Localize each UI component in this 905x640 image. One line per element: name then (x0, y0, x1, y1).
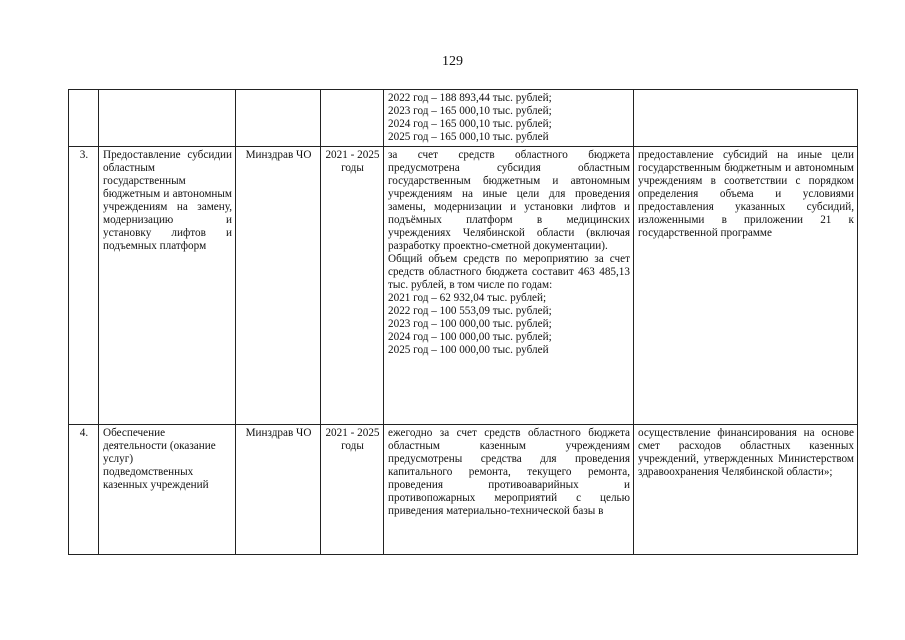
cell-number (69, 90, 99, 147)
event-name-line: деятельности (оказание (103, 440, 216, 452)
event-name-line: услуг) (103, 453, 134, 465)
table-row (69, 147, 858, 425)
funding-paragraph: Общий объем средств по мероприятию за счет средств областного бюджета составит 463 485,13 тыс. рублей, в том числе по годам: (388, 253, 630, 291)
funding-year-line: 2024 год – 100 000,00 тыс. рублей; (388, 331, 552, 343)
program-events-table (68, 89, 858, 555)
event-name-line: подведомственных (103, 466, 194, 478)
funding-year-line: 2025 год – 165 000,10 тыс. рублей (388, 131, 549, 143)
executor: Минздрав ЧО (236, 147, 321, 425)
mechanism-description: предоставление субсидий на иные цели государственным бюджетным и автономным учреждениям в соответствии с порядком определения объема и условиями предоставления указанных субсидий, изложенными в приложении 21 к государственной программе (634, 147, 858, 425)
event-name (99, 425, 236, 555)
cell-event (99, 90, 236, 147)
mechanism-description: осуществление финансирования на основе смет расходов областных казенных учреждений, утвержденных Министерством здравоохранения Челябинской области»; (634, 425, 858, 555)
executor: Минздрав ЧО (236, 425, 321, 555)
period: 2021 - 2025 годы (321, 147, 384, 425)
period: 2021 - 2025 годы (321, 425, 384, 555)
cell-mechanism (634, 90, 858, 147)
event-name-line: Обеспечение (103, 427, 166, 439)
funding-year-line: 2025 год – 100 000,00 тыс. рублей (388, 344, 549, 356)
funding-year-line: 2022 год – 100 553,09 тыс. рублей; (388, 305, 552, 317)
funding-year-line: 2024 год – 165 000,10 тыс. рублей; (388, 118, 552, 130)
funding-description (384, 147, 634, 425)
funding-year-line: 2022 год – 188 893,44 тыс. рублей; (388, 92, 552, 104)
funding-year-line: 2023 год – 100 000,00 тыс. рублей; (388, 318, 552, 330)
event-name-line: казенных учреждений (103, 479, 209, 491)
funding-description: ежегодно за счет средств областного бюджета областным казенным учреждениям предусмотрены средства для проведения капитального ремонта, текущего ремонта, проведения противоаварийных и противопожарных мероприятий с целью приведения материально-технической базы в (384, 425, 634, 555)
funding-paragraph: за счет средств областного бюджета предусмотрена субсидия областным государственным бюджетным и автономным учреждениям на иные цели для проведения замены, модернизации и установки лифтов и подъёмных платформ в медицинских учреждениях Челябинской области (включая разработку проектно-сметной документации). (388, 149, 630, 252)
cell-executor (236, 90, 321, 147)
event-name: Предоставление субсидии областным государственным бюджетным и автономным учреждениям на замену, модернизацию и установку лифтов и подъемных платформ (99, 147, 236, 425)
table-row (69, 425, 858, 555)
row-number: 3. (69, 147, 99, 425)
row-number: 4. (69, 425, 99, 555)
funding-year-line: 2021 год – 62 932,04 тыс. рублей; (388, 292, 547, 304)
table-row-continuation (69, 90, 858, 147)
page-number: 129 (442, 54, 463, 69)
funding-year-line: 2023 год – 165 000,10 тыс. рублей; (388, 105, 552, 117)
cell-funding (384, 90, 634, 147)
cell-period (321, 90, 384, 147)
